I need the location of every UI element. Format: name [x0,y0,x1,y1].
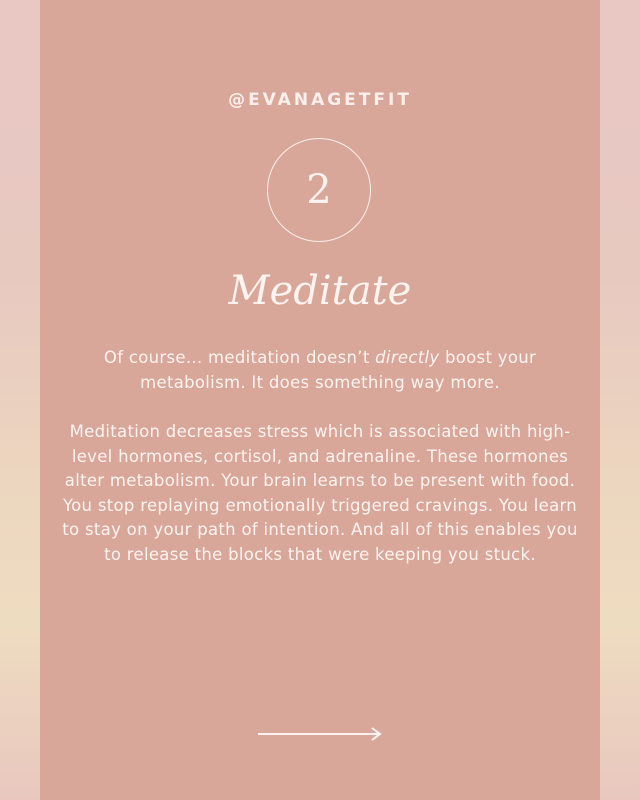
slide-body [60,346,580,592]
intro-text-end: boost your metabolism. It does something way more. [140,348,537,392]
intro-text-start: Of course... meditation doesn’t [103,348,376,367]
account-handle: @EVANAGETFIT [228,90,412,110]
paragraph-details: Meditation decreases stress which is associated with high-level hormones, cortisol, and adrenaline. These hormones alter metabolism. Your brain learns to be present with food. You stop replaying emotionally triggered cravings. You learn to stay on your path of intention. And all of this enables you to release the blocks that were keeping you stuck. [62,422,578,564]
intro-text-emphasis: directly [375,348,440,367]
arrow-right-icon[interactable] [258,726,384,742]
paragraph-intro [60,346,580,395]
slide-card [40,0,600,800]
step-number-badge [267,138,371,242]
step-number: 2 [306,167,332,213]
slide-title: Meditate [228,268,412,314]
